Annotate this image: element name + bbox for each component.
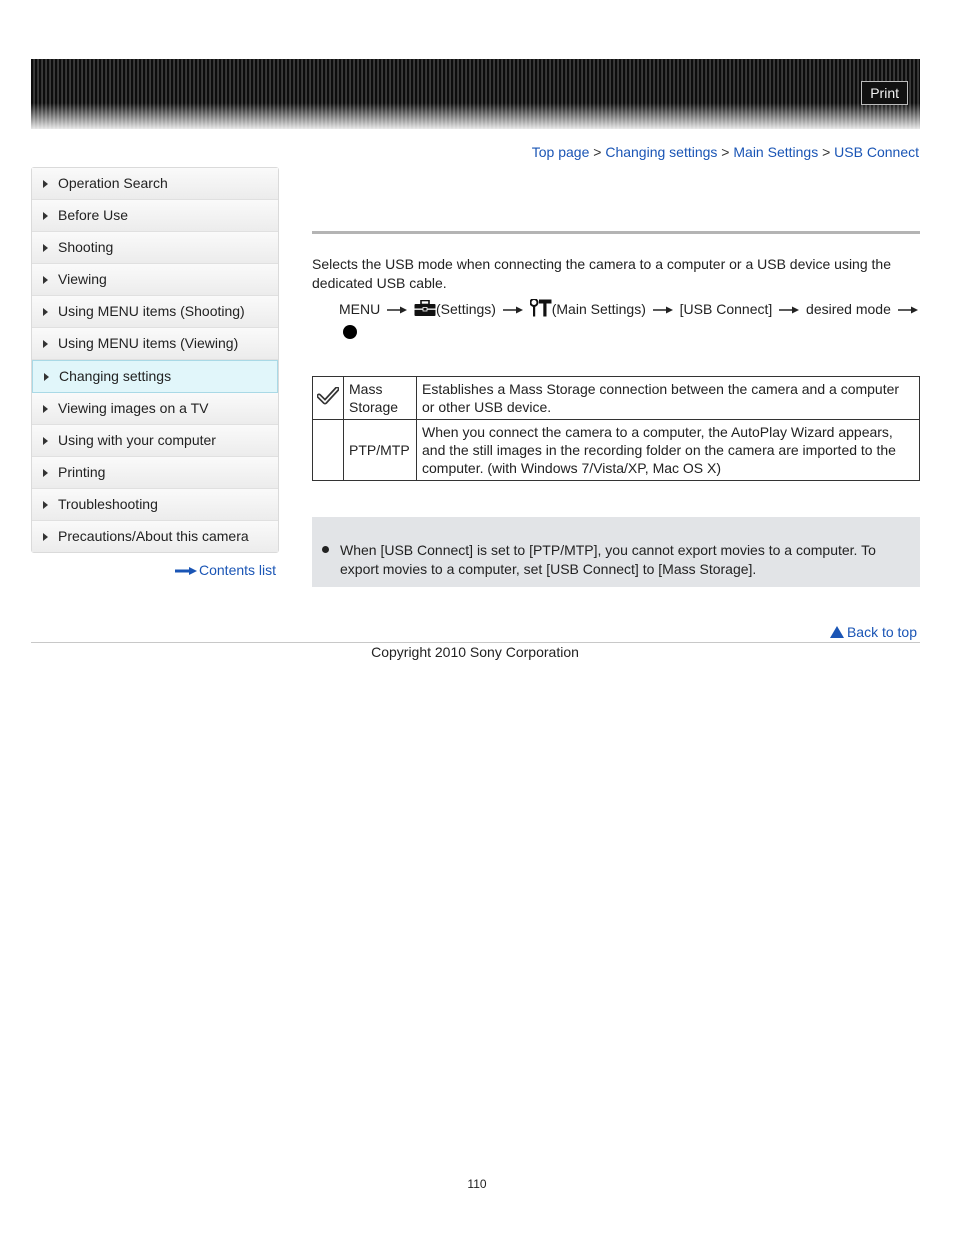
- menu-path-settings: (Settings): [436, 301, 496, 317]
- sidebar-item-viewing[interactable]: [32, 264, 278, 296]
- sidebar-item-viewing-on-tv[interactable]: [32, 393, 278, 425]
- default-marker-cell: [313, 377, 344, 420]
- sidebar-nav: [31, 167, 279, 553]
- sidebar-item-label: Using MENU items (Shooting): [58, 303, 245, 319]
- sidebar-item-menu-viewing[interactable]: [32, 328, 278, 360]
- triangle-right-icon: [44, 373, 49, 381]
- sidebar-item-label: Using MENU items (Viewing): [58, 335, 239, 351]
- triangle-right-icon: [43, 308, 48, 316]
- breadcrumb: [532, 144, 919, 160]
- arrow-right-icon: [653, 306, 673, 314]
- triangle-right-icon: [43, 244, 48, 252]
- header-banner: [31, 59, 920, 129]
- sidebar-item-menu-shooting[interactable]: [32, 296, 278, 328]
- triangle-right-icon: [43, 212, 48, 220]
- black-dot-icon: [343, 325, 357, 339]
- sidebar-item-changing-settings[interactable]: [32, 360, 278, 393]
- sidebar-item-label: Viewing images on a TV: [58, 400, 209, 416]
- option-name: Mass Storage: [344, 377, 417, 420]
- sidebar-item-label: Shooting: [58, 239, 114, 255]
- triangle-right-icon: [43, 533, 48, 541]
- option-description: When you connect the camera to a computer, the AutoPlay Wizard appears, and the still images in the recording folder on the camera are imported to the computer. (with Windows 7/Vista/XP, Mac OS X): [417, 420, 920, 481]
- triangle-right-icon: [43, 501, 48, 509]
- note-box: [312, 517, 920, 587]
- sidebar-item-label: Precautions/About this camera: [58, 528, 249, 544]
- breadcrumb-changing-settings[interactable]: Changing settings: [605, 144, 718, 160]
- sidebar-item-troubleshooting[interactable]: [32, 489, 278, 521]
- sidebar-item-label: Operation Search: [58, 175, 168, 191]
- menu-path: [339, 298, 924, 339]
- sidebar-item-label: Troubleshooting: [58, 496, 158, 512]
- option-description: Establishes a Mass Storage connection between the camera and a computer or other USB device.: [417, 377, 920, 420]
- sidebar-item-label: Printing: [58, 464, 106, 480]
- breadcrumb-usb-connect[interactable]: USB Connect: [834, 144, 919, 160]
- note-text: When [USB Connect] is set to [PTP/MTP], you cannot export movies to a computer. To export movies to a computer, set [USB Connect] to [Mass Storage].: [340, 542, 876, 577]
- back-to-top-link[interactable]: [830, 624, 917, 640]
- intro-text: Selects the USB mode when connecting the camera to a computer or a USB device using the dedicated USB cable.: [312, 256, 891, 291]
- sidebar-item-label: Using with your computer: [58, 432, 216, 448]
- sidebar-item-before-use[interactable]: [32, 200, 278, 232]
- breadcrumb-main-settings[interactable]: Main Settings: [733, 144, 819, 160]
- breadcrumb-top-page[interactable]: Top page: [531, 144, 590, 160]
- sidebar-item-precautions[interactable]: [32, 521, 278, 552]
- contents-list-link[interactable]: [175, 562, 276, 578]
- title-divider: [312, 231, 920, 234]
- contents-list-label: Contents list: [199, 562, 277, 578]
- arrow-right-icon: [503, 306, 523, 314]
- menu-path-main-settings: (Main Settings): [551, 301, 646, 317]
- option-name: PTP/MTP: [344, 420, 417, 481]
- menu-path-usb-connect: [USB Connect]: [679, 301, 773, 317]
- arrow-right-icon: [175, 567, 197, 575]
- sidebar-item-label: Before Use: [58, 207, 129, 223]
- triangle-right-icon: [43, 437, 48, 445]
- bullet-icon: [322, 546, 329, 553]
- breadcrumb-separator: >: [822, 144, 831, 160]
- toolbox-icon: [414, 300, 436, 317]
- print-button[interactable]: Print: [861, 81, 908, 105]
- checkmark-icon: [317, 387, 339, 405]
- copyright-text: Copyright 2010 Sony Corporation: [371, 644, 579, 660]
- sidebar-item-printing[interactable]: [32, 457, 278, 489]
- sidebar-item-label: Viewing: [58, 271, 107, 287]
- breadcrumb-separator: >: [593, 144, 602, 160]
- triangle-right-icon: [43, 469, 48, 477]
- sidebar-item-using-with-computer[interactable]: [32, 425, 278, 457]
- sidebar-item-shooting[interactable]: [32, 232, 278, 264]
- default-marker-cell: [313, 420, 344, 481]
- table-row: [313, 420, 920, 481]
- arrow-right-icon: [387, 306, 407, 314]
- triangle-right-icon: [43, 405, 48, 413]
- triangle-right-icon: [43, 180, 48, 188]
- triangle-up-icon: [830, 626, 844, 638]
- table-row: [313, 377, 920, 420]
- back-to-top-label: Back to top: [846, 624, 917, 640]
- arrow-right-icon: [779, 306, 799, 314]
- wrench-hammer-icon: [530, 299, 552, 317]
- sidebar-item-operation-search[interactable]: [32, 168, 278, 200]
- breadcrumb-separator: >: [721, 144, 730, 160]
- menu-path-menu: MENU: [339, 301, 381, 317]
- sidebar-item-label: Changing settings: [59, 368, 172, 384]
- arrow-right-icon: [898, 306, 918, 314]
- usb-mode-table: [312, 376, 920, 481]
- footer-divider: [31, 642, 920, 643]
- triangle-right-icon: [43, 340, 48, 348]
- page-number: 110: [467, 1177, 487, 1191]
- menu-path-desired-mode: desired mode: [806, 301, 891, 317]
- triangle-right-icon: [43, 276, 48, 284]
